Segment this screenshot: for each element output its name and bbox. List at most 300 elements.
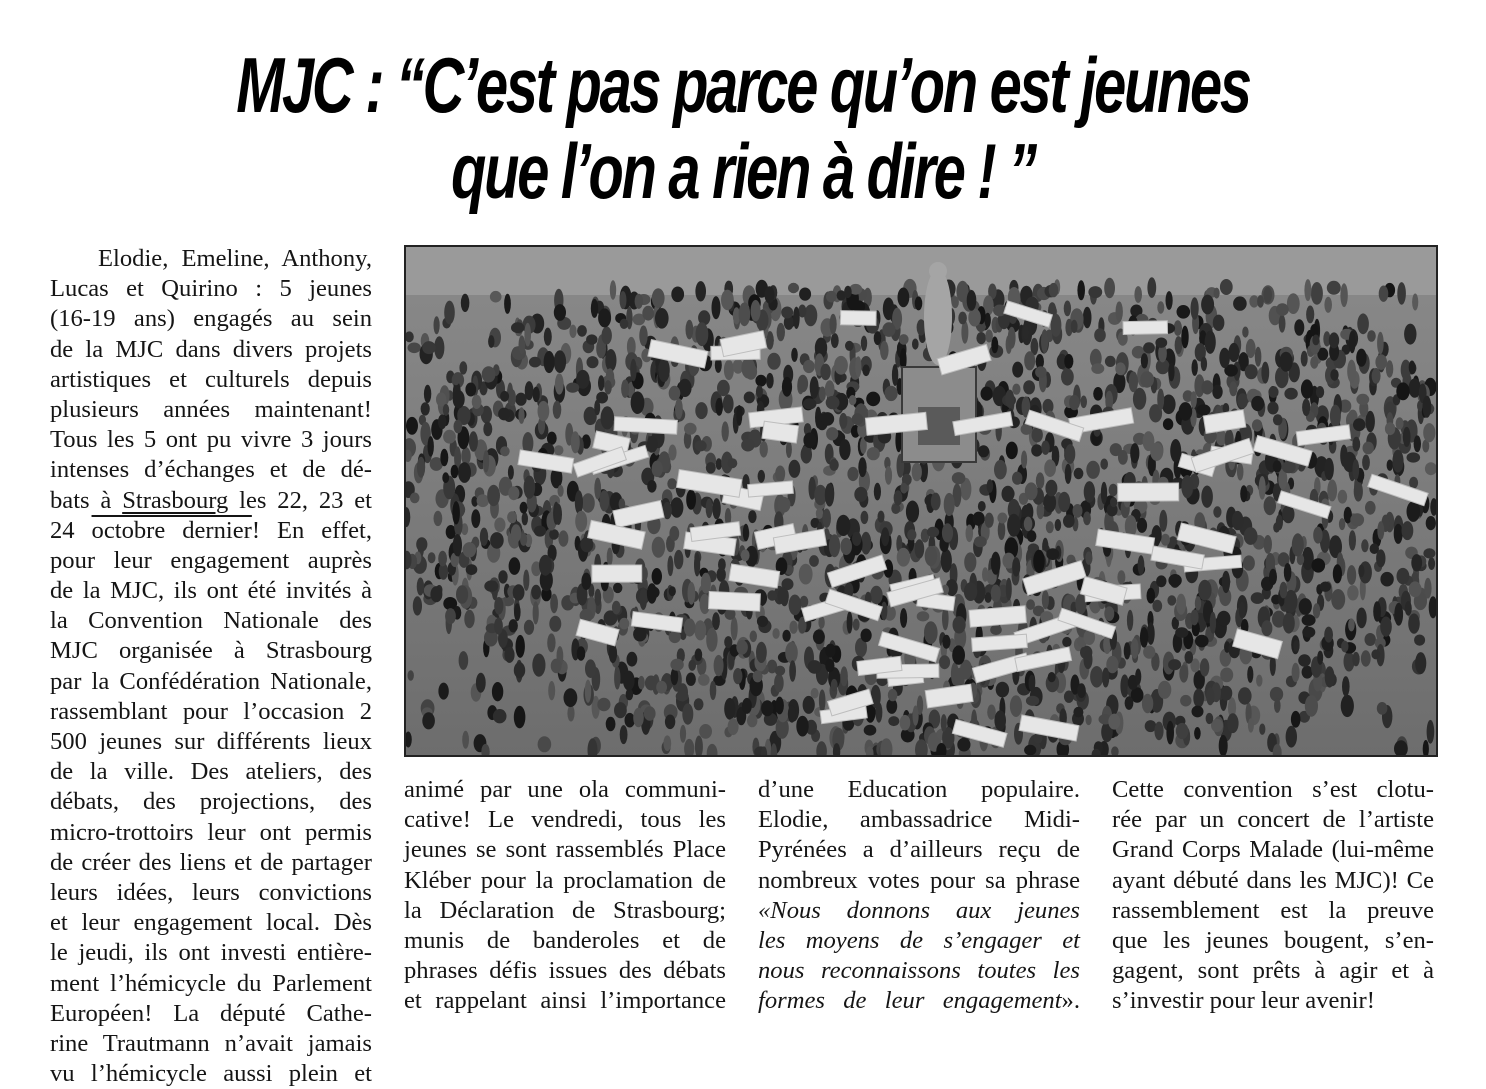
person: [638, 676, 645, 690]
person: [668, 445, 676, 461]
person: [1105, 356, 1116, 367]
person: [1352, 459, 1359, 480]
person: [912, 339, 919, 350]
person: [1244, 527, 1258, 545]
person: [619, 618, 629, 630]
person: [686, 673, 696, 686]
person: [715, 398, 723, 416]
person: [852, 532, 862, 546]
person: [1238, 687, 1252, 704]
person: [1065, 444, 1075, 464]
person: [620, 319, 629, 329]
person: [803, 360, 815, 373]
person: [1064, 301, 1071, 317]
person: [1377, 702, 1388, 715]
person: [422, 341, 436, 354]
person: [871, 685, 881, 708]
person: [1412, 294, 1418, 311]
person: [1142, 694, 1153, 714]
person: [958, 312, 967, 325]
person: [1302, 399, 1310, 417]
person: [513, 584, 525, 600]
person: [721, 290, 734, 311]
person: [1064, 354, 1073, 369]
quote-end-text: formes de leur engagement: [758, 987, 1062, 1015]
person: [695, 402, 707, 419]
person: [1405, 601, 1412, 616]
building-facade: [406, 247, 1436, 295]
person: [987, 479, 994, 493]
person: [451, 465, 459, 479]
person: [531, 585, 541, 600]
person: [793, 307, 800, 329]
person: [1325, 666, 1335, 687]
text-line: Cette convention s’est clotu-: [1112, 776, 1434, 803]
person: [808, 660, 822, 674]
person: [900, 715, 911, 731]
person: [1242, 327, 1248, 338]
person: [942, 635, 950, 649]
person: [758, 470, 765, 483]
person: [913, 706, 919, 726]
person: [597, 698, 610, 711]
person: [1131, 638, 1139, 659]
quote-close: ».: [1061, 987, 1080, 1015]
person: [490, 291, 502, 303]
person: [1273, 522, 1280, 532]
person: [598, 308, 611, 327]
person: [1210, 612, 1216, 634]
person: [525, 381, 534, 400]
person: [839, 439, 850, 460]
crowd-photo: [404, 245, 1438, 757]
person: [605, 349, 616, 372]
text-line: plusieurs années maintenant!: [50, 395, 372, 423]
person: [1195, 635, 1209, 648]
person: [1046, 521, 1054, 533]
person: [1353, 418, 1365, 431]
banner: [614, 417, 677, 434]
person: [915, 296, 923, 310]
text-line: animé par une ola communi-: [404, 776, 726, 803]
person: [997, 513, 1007, 524]
person: [1201, 486, 1213, 508]
person: [775, 666, 785, 676]
person: [515, 393, 526, 406]
person: [862, 365, 869, 377]
person: [1027, 530, 1037, 542]
person: [952, 645, 965, 664]
person: [765, 286, 775, 303]
person: [458, 462, 471, 483]
person: [1340, 283, 1347, 307]
person: [847, 467, 858, 481]
person: [1247, 666, 1253, 683]
person: [1273, 460, 1282, 472]
person: [504, 294, 511, 314]
person: [953, 616, 966, 633]
person: [750, 631, 757, 643]
person: [706, 499, 713, 519]
person: [1377, 332, 1384, 355]
person: [1135, 669, 1141, 685]
person: [1127, 610, 1133, 631]
text-line: MJC organisée à Strasbourg: [50, 637, 372, 665]
person: [480, 528, 488, 546]
person: [1049, 283, 1059, 297]
person: [408, 670, 414, 681]
person: [878, 511, 885, 523]
person: [585, 659, 596, 678]
person: [829, 459, 838, 471]
person: [604, 380, 611, 394]
person: [587, 356, 599, 368]
person: [1191, 391, 1197, 408]
person: [1330, 405, 1341, 428]
person: [818, 616, 824, 628]
person: [549, 529, 559, 540]
person: [1305, 695, 1318, 717]
person: [694, 698, 704, 710]
person: [507, 511, 517, 523]
article-column-1: [50, 244, 372, 1089]
person: [1324, 627, 1333, 643]
person: [1138, 555, 1145, 575]
person: [452, 375, 459, 386]
text-line: rine Trautmann n’avait jamais: [50, 1029, 372, 1057]
person: [756, 385, 763, 398]
person: [620, 725, 628, 744]
person: [777, 497, 790, 513]
person: [1279, 315, 1286, 333]
person: [1232, 511, 1244, 530]
text-line: micro-trottoirs leur ont permis: [50, 818, 372, 846]
person: [724, 360, 734, 380]
banner: [1123, 321, 1168, 335]
person: [1181, 326, 1188, 349]
statue-head: [929, 262, 947, 280]
person: [924, 621, 938, 644]
person: [1190, 609, 1198, 625]
person: [1077, 280, 1085, 300]
person: [483, 450, 489, 472]
person: [674, 550, 683, 569]
person: [555, 504, 562, 525]
person: [652, 568, 662, 585]
person: [1073, 707, 1083, 718]
person: [1352, 652, 1359, 666]
person: [1104, 606, 1114, 621]
person: [482, 366, 496, 382]
person: [1313, 527, 1322, 544]
person: [1074, 468, 1084, 479]
person: [1157, 389, 1164, 411]
person: [757, 616, 768, 627]
person: [1380, 572, 1393, 587]
person: [1373, 601, 1381, 621]
person: [1152, 600, 1162, 612]
person: [558, 485, 564, 497]
person: [571, 431, 580, 453]
person: [516, 635, 525, 658]
person: [686, 490, 696, 510]
person: [594, 400, 600, 416]
person: [813, 630, 825, 645]
person: [944, 493, 955, 516]
person: [462, 731, 469, 749]
person: [1349, 530, 1356, 550]
person: [858, 457, 866, 477]
person: [1392, 450, 1403, 473]
person: [1213, 315, 1225, 331]
person: [1045, 480, 1057, 497]
person: [1349, 331, 1356, 354]
person: [1086, 461, 1100, 479]
person: [614, 666, 620, 689]
person: [533, 387, 540, 403]
person: [1229, 381, 1237, 396]
text-line: Elodie, Emeline, Anthony,: [98, 245, 372, 272]
person: [621, 380, 629, 398]
person: [453, 390, 465, 408]
person: [1041, 441, 1050, 455]
statue-figure: [924, 269, 952, 365]
person: [1124, 642, 1131, 659]
person: [957, 738, 970, 752]
person: [1093, 387, 1103, 401]
person: [1302, 627, 1315, 638]
person: [931, 493, 941, 511]
person: [1342, 676, 1350, 697]
person: [777, 323, 785, 341]
person: [941, 714, 947, 732]
person: [469, 431, 478, 451]
person: [445, 608, 456, 624]
person: [1376, 549, 1385, 567]
person: [1372, 368, 1381, 384]
person: [532, 654, 545, 677]
person: [789, 595, 802, 616]
person: [706, 462, 716, 473]
text-line: nombreux votes pour sa phrase: [758, 866, 1080, 894]
person: [1214, 288, 1220, 299]
person: [504, 647, 514, 663]
text-line: leurs idées, leurs convictions: [50, 878, 372, 906]
article-column-2: [404, 775, 726, 1017]
person: [1024, 517, 1033, 532]
person: [567, 705, 574, 721]
person: [440, 449, 448, 467]
person: [834, 356, 848, 375]
person: [1324, 458, 1334, 481]
person: [781, 307, 793, 319]
person: [789, 621, 797, 634]
person: [454, 420, 463, 434]
person: [1177, 305, 1191, 319]
person: [1293, 640, 1299, 652]
person: [1222, 571, 1230, 593]
person: [630, 359, 636, 382]
text-line: de la MJC, ils ont été invités à: [50, 577, 372, 605]
person: [906, 501, 919, 523]
person: [898, 288, 910, 308]
person: [652, 537, 665, 558]
person: [803, 398, 817, 409]
person: [927, 527, 939, 538]
person: [538, 401, 550, 421]
person: [607, 548, 613, 567]
person: [912, 463, 922, 482]
person: [1046, 548, 1059, 560]
text-line: Lucas et Quirino : 5 jeunes: [50, 275, 372, 303]
person: [1062, 637, 1071, 647]
person: [1197, 404, 1211, 415]
person: [1385, 422, 1395, 435]
person: [1176, 723, 1189, 739]
person: [483, 422, 492, 436]
person: [613, 583, 622, 593]
person: [648, 587, 660, 599]
person: [874, 331, 882, 345]
person: [775, 697, 784, 715]
person: [773, 628, 780, 639]
text-line: (16-19 ans) engagés au sein: [50, 305, 372, 333]
person: [1130, 443, 1139, 463]
person: [647, 480, 656, 493]
person: [1198, 580, 1211, 601]
person: [882, 322, 895, 337]
person: [1031, 444, 1042, 456]
text-line: gagent, sont prêts à agir et à: [1112, 957, 1434, 985]
text-line: la Déclaration de Strasbourg;: [404, 896, 726, 924]
person: [1284, 563, 1292, 582]
person: [438, 683, 448, 700]
person: [585, 680, 591, 703]
person: [712, 498, 720, 519]
person: [406, 417, 418, 435]
person: [829, 534, 840, 557]
person: [1363, 442, 1374, 455]
person: [459, 361, 467, 374]
person: [1312, 558, 1326, 572]
person: [1394, 603, 1403, 626]
person: [874, 483, 881, 501]
person: [631, 391, 645, 414]
person: [1350, 513, 1364, 526]
person: [840, 666, 848, 686]
person: [1301, 351, 1308, 367]
person: [907, 529, 916, 540]
person: [1083, 512, 1091, 526]
person: [760, 441, 768, 458]
quote-line-final: [758, 986, 1080, 1016]
person: [1134, 286, 1142, 303]
person: [553, 401, 562, 419]
person: [1347, 565, 1356, 585]
person: [1115, 362, 1125, 375]
person: [1310, 324, 1318, 337]
person: [413, 596, 422, 615]
person: [1243, 555, 1255, 570]
text-line: vu l’hémicycle aussi plein et: [50, 1060, 372, 1088]
person: [864, 725, 877, 736]
person: [555, 373, 564, 394]
person: [511, 322, 525, 333]
person: [753, 670, 763, 682]
person: [1166, 721, 1174, 745]
person: [825, 659, 834, 672]
person: [456, 585, 468, 604]
person: [1291, 711, 1301, 728]
person: [981, 387, 993, 401]
person: [1094, 328, 1106, 342]
person: [985, 330, 993, 343]
person: [1403, 427, 1411, 447]
person: [1102, 668, 1109, 688]
person: [785, 642, 798, 663]
person: [428, 552, 436, 563]
person: [1357, 608, 1367, 629]
person: [494, 618, 503, 635]
person: [915, 539, 925, 558]
person: [453, 534, 462, 556]
article-column-3: [758, 775, 1080, 1017]
text-line: Kléber pour la proclamation de: [404, 866, 726, 894]
person: [554, 445, 564, 455]
person: [633, 708, 644, 728]
person: [964, 582, 977, 601]
person: [582, 493, 595, 513]
person: [1252, 419, 1262, 431]
person: [1220, 668, 1233, 683]
person: [1065, 464, 1072, 484]
person: [684, 423, 697, 435]
person: [524, 620, 534, 635]
person: [716, 458, 722, 470]
person: [1264, 496, 1276, 515]
person: [645, 676, 657, 691]
person: [836, 515, 850, 536]
person: [614, 702, 627, 718]
person: [1085, 551, 1092, 564]
person: [575, 511, 587, 532]
person: [728, 718, 739, 735]
person: [1032, 427, 1043, 442]
person: [747, 714, 757, 727]
person: [1327, 281, 1341, 295]
person: [1427, 720, 1435, 744]
person: [1147, 622, 1155, 645]
person: [855, 356, 861, 377]
person: [1012, 472, 1022, 485]
person: [826, 427, 838, 440]
person: [1155, 338, 1167, 348]
person: [498, 408, 510, 421]
person: [1140, 627, 1148, 648]
person: [575, 490, 583, 514]
person: [410, 493, 420, 504]
person: [826, 291, 837, 303]
marked-text: octobre dernier: [91, 516, 252, 544]
person: [586, 334, 597, 344]
person: [493, 709, 507, 723]
person: [1083, 307, 1092, 329]
person: [826, 396, 840, 409]
person: [471, 509, 480, 528]
person: [789, 460, 801, 478]
person: [1071, 320, 1078, 333]
person: [1352, 437, 1360, 452]
